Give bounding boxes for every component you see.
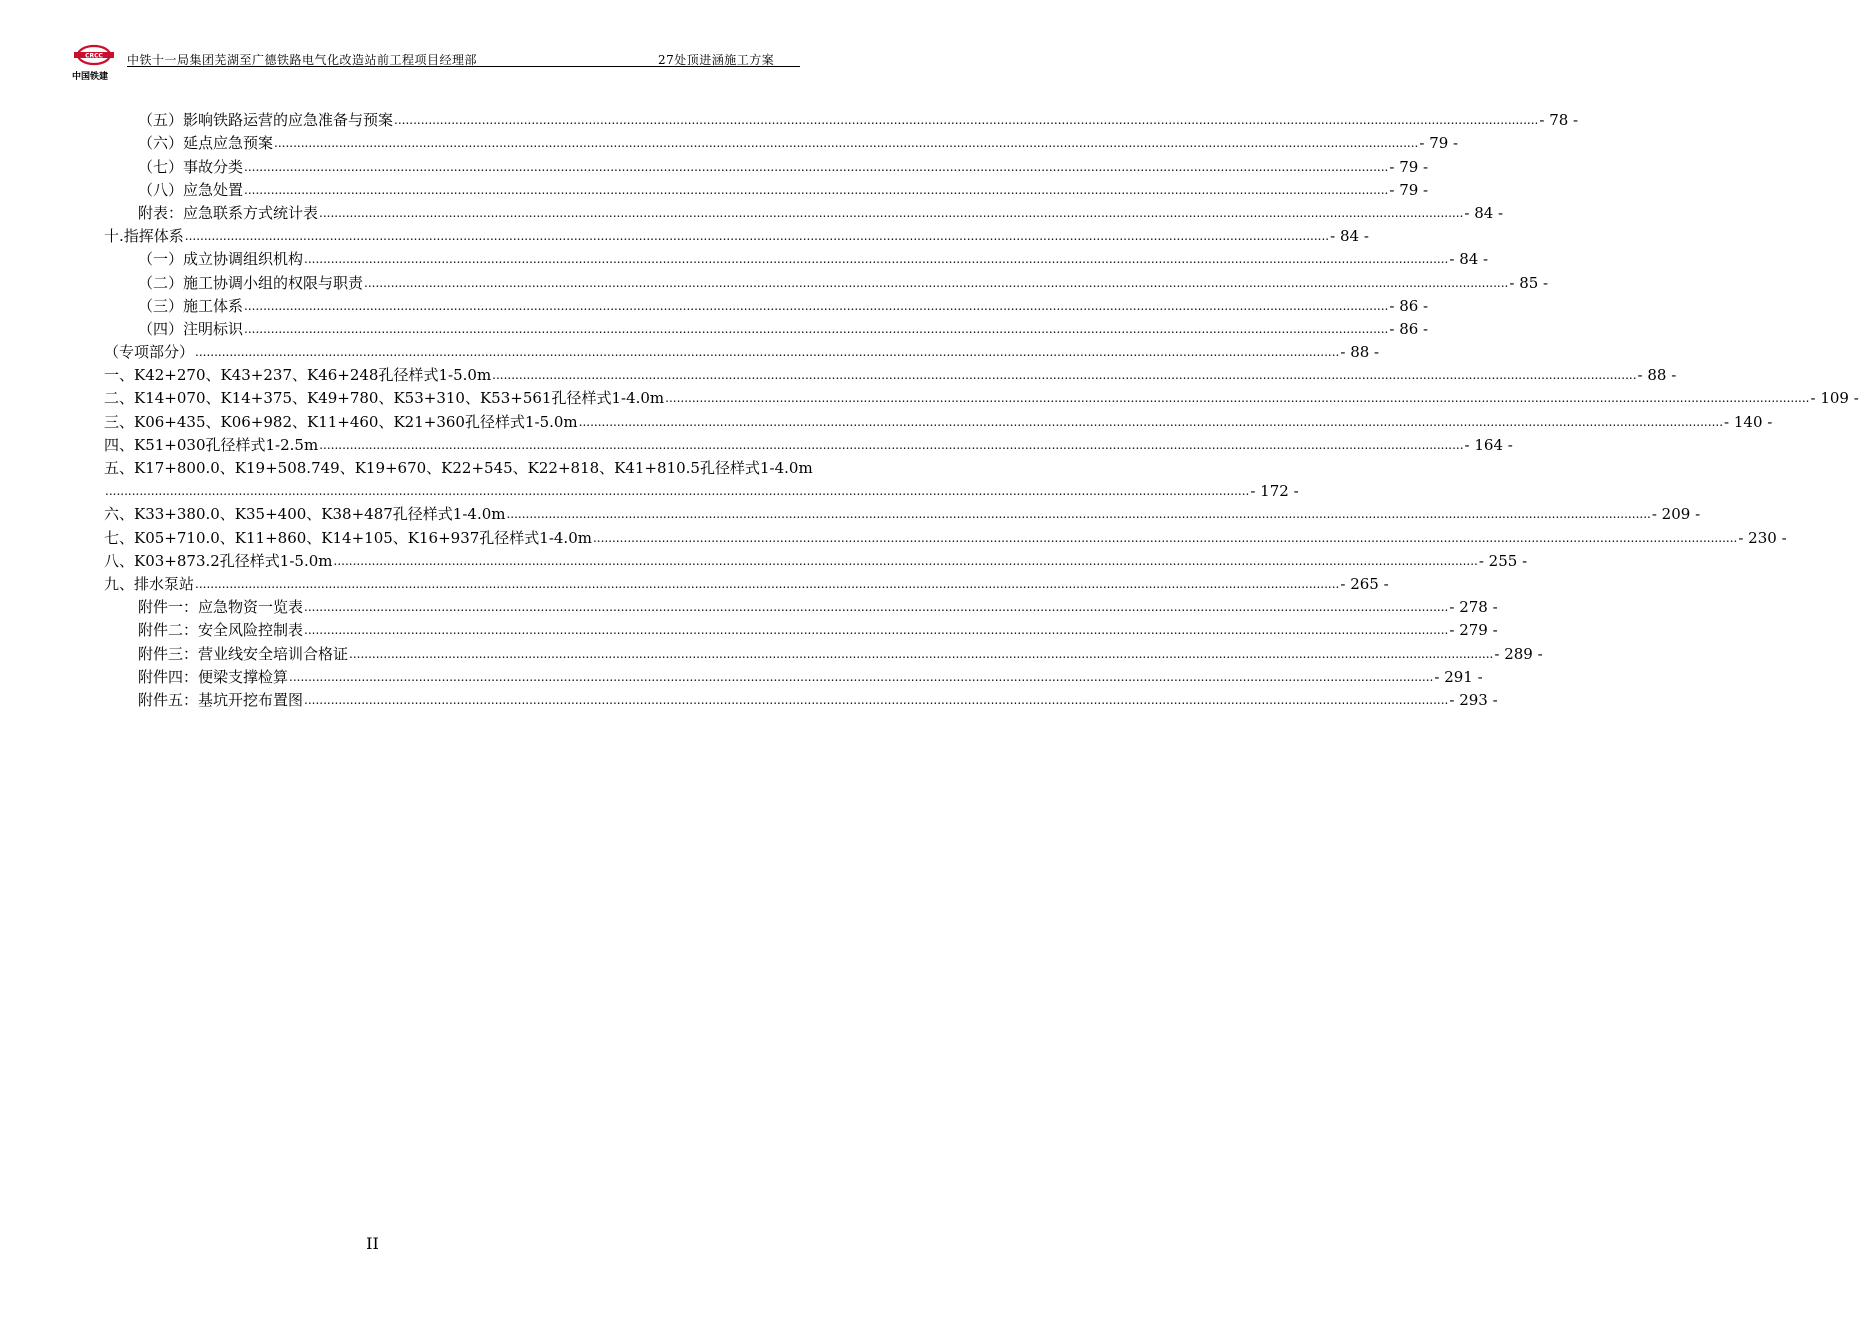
- toc-leader: ............................................................................................................................................................................................................................................................................................................: [244, 159, 1389, 174]
- toc-entry[interactable]: [104, 362, 1677, 385]
- toc-entry-title: （五）影响铁路运营的应急准备与预案: [138, 111, 394, 130]
- toc-leader: ............................................................................................................................................................................................................................................................................................................: [244, 298, 1389, 313]
- toc-entry-title: 附表：应急联系方式统计表: [138, 203, 319, 222]
- toc-entry-page: - 84 -: [1330, 227, 1369, 246]
- toc-entry-page: - 265 -: [1340, 574, 1389, 593]
- toc-entry-page: - 86 -: [1389, 319, 1429, 338]
- toc-entry-title: 附件二：安全风险控制表: [138, 621, 304, 640]
- toc-entry-title: 三、K06+435、K06+982、K11+460、K21+360孔径样式1-5.0m: [104, 412, 578, 431]
- toc-entry[interactable]: [104, 293, 1429, 316]
- table-of-contents: [104, 107, 1859, 710]
- toc-leader: ............................................................................................................................................................................................................................................................................................................: [333, 553, 1478, 568]
- svg-text:CRCC: CRCC: [85, 52, 103, 60]
- toc-entry-page: - 109 -: [1810, 389, 1859, 408]
- toc-entry-page: - 86 -: [1389, 296, 1429, 315]
- toc-leader: ............................................................................................................................................................................................................................................................................................................: [195, 345, 1340, 360]
- toc-entry-title: （六）延点应急预案: [138, 134, 274, 153]
- toc-entry[interactable]: [104, 153, 1429, 176]
- header-left-title: 中铁十一局集团芜湖至广德铁路电气化改造站前工程项目经理部: [127, 53, 478, 67]
- toc-entry-page: - 164 -: [1464, 435, 1513, 454]
- toc-entry-title: （专项部分）: [104, 343, 195, 362]
- toc-entry[interactable]: [104, 316, 1429, 339]
- toc-leader: ............................................................................................................................................................................................................................................................................................................: [592, 530, 1738, 545]
- toc-entry-page: - 230 -: [1738, 528, 1787, 547]
- toc-entry[interactable]: [104, 223, 1369, 246]
- toc-entry-title: 附件一：应急物资一览表: [138, 598, 304, 617]
- toc-entry[interactable]: [104, 524, 1787, 547]
- toc-entry-title: （八）应急处置: [138, 180, 244, 199]
- toc-entry-page: - 79 -: [1419, 134, 1459, 153]
- toc-entry[interactable]: [104, 339, 1380, 362]
- toc-entry-wrapped-page[interactable]: [104, 478, 1299, 501]
- toc-leader: ............................................................................................................................................................................................................................................................................................................: [349, 646, 1494, 661]
- toc-leader: ............................................................................................................................................................................................................................................................................................................: [244, 182, 1389, 197]
- crcc-logo-icon: [70, 44, 118, 82]
- toc-entry[interactable]: [104, 664, 1483, 687]
- toc-leader: ............................................................................................................................................................................................................................................................................................................: [195, 576, 1340, 591]
- toc-entry-page: - 79 -: [1389, 180, 1429, 199]
- toc-entry-title: 八、K03+873.2孔径样式1-5.0m: [104, 551, 333, 570]
- toc-leader: ............................................................................................................................................................................................................................................................................................................: [244, 321, 1389, 336]
- toc-entry-title: 附件四：便梁支撑检算: [138, 667, 289, 686]
- toc-leader: ............................................................................................................................................................................................................................................................................................................: [304, 600, 1449, 615]
- toc-entry-title: 六、K33+380.0、K35+400、K38+487孔径样式1-4.0m: [104, 505, 506, 524]
- toc-entry[interactable]: [104, 130, 1459, 153]
- page-header: [70, 40, 800, 82]
- toc-entry-title: （二）施工协调小组的权限与职责: [138, 273, 364, 292]
- toc-entry-page: - 78 -: [1539, 111, 1579, 130]
- toc-entry[interactable]: [104, 548, 1528, 571]
- toc-entry-page: - 140 -: [1724, 412, 1773, 431]
- toc-entry-title: （一）成立协调组织机构: [138, 250, 304, 269]
- toc-entry-page: - 88 -: [1637, 366, 1677, 385]
- toc-entry-title: 二、K14+070、K14+375、K49+780、K53+310、K53+561孔径样式1-4.0m: [104, 389, 665, 408]
- toc-entry[interactable]: [104, 594, 1498, 617]
- toc-entry[interactable]: [104, 617, 1498, 640]
- toc-entry-page: - 84 -: [1449, 250, 1489, 269]
- toc-leader: ............................................................................................................................................................................................................................................................................................................: [394, 113, 1539, 128]
- toc-entry[interactable]: [104, 501, 1701, 524]
- toc-entry-title: 五、K17+800.0、K19+508.749、K19+670、K22+545、K22+818、K41+810.5孔径样式1-4.0m: [104, 459, 813, 477]
- toc-entry[interactable]: [104, 687, 1498, 710]
- toc-leader: ............................................................................................................................................................................................................................................................................................................: [304, 692, 1449, 707]
- toc-entry[interactable]: [104, 385, 1859, 408]
- toc-entry-page: - 88 -: [1340, 343, 1380, 362]
- toc-leader: ............................................................................................................................................................................................................................................................................................................: [665, 391, 1810, 406]
- toc-leader: ............................................................................................................................................................................................................................................................................................................: [506, 507, 1651, 522]
- toc-leader: ............................................................................................................................................................................................................................................................................................................: [364, 275, 1509, 290]
- toc-entry-page: - 79 -: [1389, 157, 1429, 176]
- toc-entry[interactable]: [104, 177, 1429, 200]
- toc-entry-title: （七）事故分类: [138, 157, 244, 176]
- toc-leader: ............................................................................................................................................................................................................................................................................................................: [289, 669, 1434, 684]
- toc-entry-title: 十.指挥体系: [104, 227, 184, 246]
- header-right-title: 27处顶进涵施工方案: [658, 53, 775, 67]
- toc-leader: ............................................................................................................................................................................................................................................................................................................: [578, 414, 1724, 429]
- toc-entry-page: - 172 -: [1250, 482, 1299, 501]
- toc-entry[interactable]: [104, 107, 1579, 130]
- toc-entry-page: - 85 -: [1509, 273, 1549, 292]
- page-number: II: [366, 1234, 379, 1253]
- toc-entry-title: （四）注明标识: [138, 319, 244, 338]
- toc-entry-page: - 278 -: [1449, 598, 1498, 617]
- toc-leader: ............................................................................................................................................................................................................................................................................................................: [184, 229, 1330, 244]
- toc-entry-page: - 293 -: [1449, 690, 1498, 709]
- toc-leader: ............................................................................................................................................................................................................................................................................................................: [492, 368, 1637, 383]
- toc-entry[interactable]: [104, 200, 1504, 223]
- toc-entry-title: 四、K51+030孔径样式1-2.5m: [104, 435, 319, 454]
- toc-leader: ............................................................................................................................................................................................................................................................................................................: [319, 437, 1464, 452]
- toc-leader: ............................................................................................................................................................................................................................................................................................................: [319, 205, 1464, 220]
- toc-entry[interactable]: [104, 571, 1389, 594]
- toc-entry-title: 附件三：营业线安全培训合格证: [138, 644, 349, 663]
- toc-entry-page: - 279 -: [1449, 621, 1498, 640]
- toc-entry[interactable]: [104, 640, 1543, 663]
- toc-entry[interactable]: [104, 432, 1513, 455]
- toc-entry[interactable]: [104, 408, 1773, 431]
- toc-entry-title: （三）施工体系: [138, 296, 244, 315]
- toc-leader: ............................................................................................................................................................................................................................................................................................................: [105, 484, 1250, 499]
- toc-entry-title: 九、排水泵站: [104, 574, 195, 593]
- toc-entry-page: - 289 -: [1494, 644, 1543, 663]
- toc-leader: ............................................................................................................................................................................................................................................................................................................: [304, 623, 1449, 638]
- toc-entry-title: 一、K42+270、K43+237、K46+248孔径样式1-5.0m: [104, 366, 492, 385]
- toc-entry[interactable]: [104, 269, 1549, 292]
- header-rule: [127, 66, 800, 67]
- toc-entry-page: - 291 -: [1434, 667, 1483, 686]
- toc-entry-title: 七、K05+710.0、K11+860、K14+105、K16+937孔径样式1-4.0m: [104, 528, 592, 547]
- toc-entry-title: 附件五：基坑开挖布置图: [138, 690, 304, 709]
- toc-entry[interactable]: [104, 246, 1489, 269]
- logo-text: 中国铁建: [72, 72, 109, 82]
- toc-entry-page: - 255 -: [1478, 551, 1528, 570]
- toc-leader: ............................................................................................................................................................................................................................................................................................................: [304, 252, 1449, 267]
- toc-entry-wrapped-title[interactable]: [104, 455, 860, 478]
- toc-entry-page: - 209 -: [1651, 505, 1701, 524]
- toc-leader: ............................................................................................................................................................................................................................................................................................................: [274, 136, 1419, 151]
- toc-entry-page: - 84 -: [1464, 203, 1504, 222]
